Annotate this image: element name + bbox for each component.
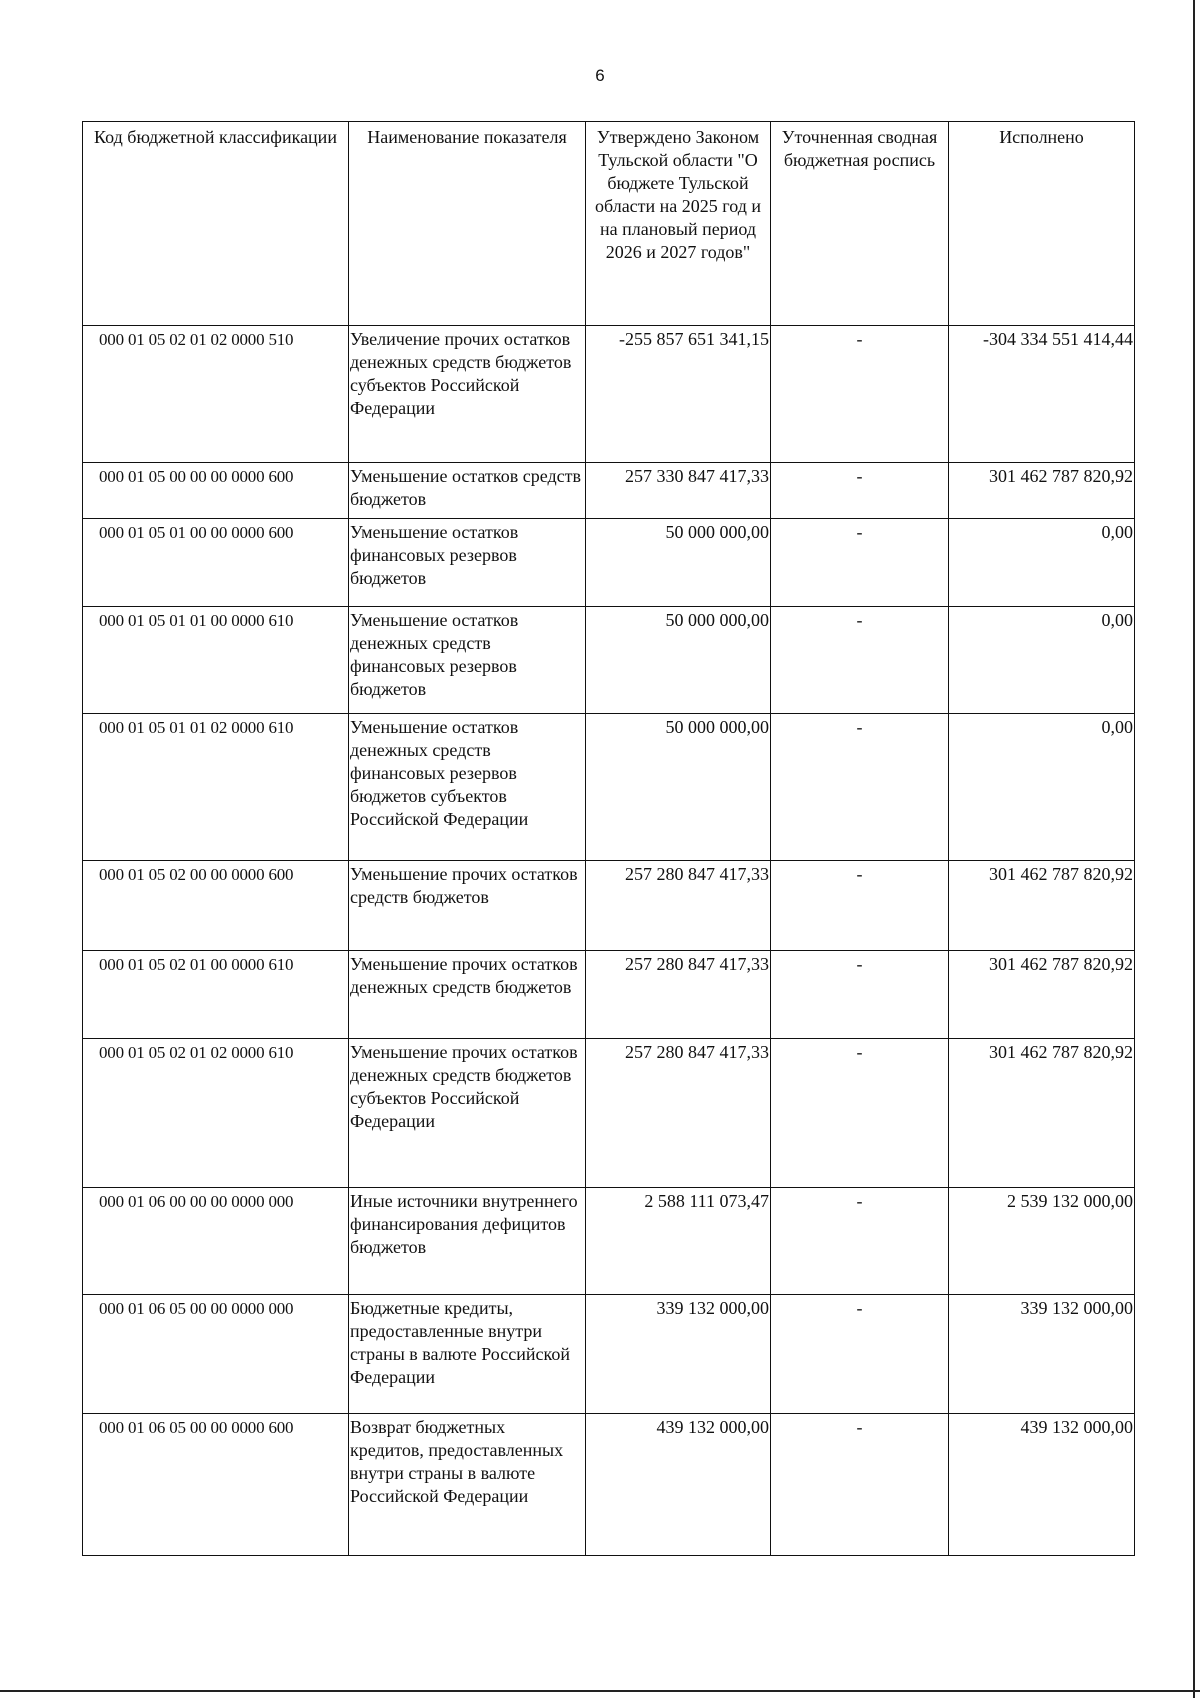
page-edge-right <box>1193 0 1195 1698</box>
page-number: 6 <box>595 66 605 85</box>
table-row <box>83 1295 1135 1414</box>
specified-cell: - <box>771 861 949 951</box>
name-cell: Уменьшение остатков денежных средств финансовых резервов бюджетов субъектов Российской Федерации <box>349 714 586 861</box>
name-cell: Увеличение прочих остатков денежных средств бюджетов субъектов Российской Федерации <box>349 326 586 463</box>
specified-cell: - <box>771 1414 949 1556</box>
code-cell: 000 01 05 01 00 00 0000 600 <box>83 519 349 607</box>
specified-cell: - <box>771 1295 949 1414</box>
code-cell: 000 01 05 02 01 02 0000 610 <box>83 1039 349 1188</box>
specified-cell: - <box>771 1188 949 1295</box>
executed-cell: 2 539 132 000,00 <box>949 1188 1135 1295</box>
specified-cell: - <box>771 951 949 1039</box>
approved-cell: 439 132 000,00 <box>586 1414 771 1556</box>
name-cell: Возврат бюджетных кредитов, предоставленных внутри страны в валюте Российской Федерации <box>349 1414 586 1556</box>
executed-cell: 439 132 000,00 <box>949 1414 1135 1556</box>
code-cell: 000 01 05 02 01 00 0000 610 <box>83 951 349 1039</box>
approved-cell: 50 000 000,00 <box>586 519 771 607</box>
approved-cell: 50 000 000,00 <box>586 607 771 714</box>
code-cell: 000 01 06 05 00 00 0000 600 <box>83 1414 349 1556</box>
code-cell: 000 01 05 01 01 00 0000 610 <box>83 607 349 714</box>
name-cell: Уменьшение остатков финансовых резервов бюджетов <box>349 519 586 607</box>
table-row <box>83 951 1135 1039</box>
approved-cell: 2 588 111 073,47 <box>586 1188 771 1295</box>
approved-cell: 50 000 000,00 <box>586 714 771 861</box>
specified-cell: - <box>771 607 949 714</box>
specified-cell: - <box>771 326 949 463</box>
executed-cell: 339 132 000,00 <box>949 1295 1135 1414</box>
executed-cell: 301 462 787 820,92 <box>949 861 1135 951</box>
approved-cell: 257 280 847 417,33 <box>586 1039 771 1188</box>
table-row <box>83 861 1135 951</box>
code-cell: 000 01 05 00 00 00 0000 600 <box>83 463 349 519</box>
table-row <box>83 463 1135 519</box>
code-cell: 000 01 05 02 00 00 0000 600 <box>83 861 349 951</box>
header-executed: Исполнено <box>949 122 1135 326</box>
table-row <box>83 607 1135 714</box>
executed-cell: 301 462 787 820,92 <box>949 463 1135 519</box>
executed-cell: 301 462 787 820,92 <box>949 1039 1135 1188</box>
code-cell: 000 01 06 00 00 00 0000 000 <box>83 1188 349 1295</box>
name-cell: Уменьшение прочих остатков денежных средств бюджетов субъектов Российской Федерации <box>349 1039 586 1188</box>
executed-cell: 0,00 <box>949 519 1135 607</box>
name-cell: Бюджетные кредиты, предоставленные внутри страны в валюте Российской Федерации <box>349 1295 586 1414</box>
table-header-row <box>83 122 1135 326</box>
table-row <box>83 1039 1135 1188</box>
executed-cell: 0,00 <box>949 714 1135 861</box>
header-code: Код бюджетной классификации <box>83 122 349 326</box>
approved-cell: -255 857 651 341,15 <box>586 326 771 463</box>
table-row <box>83 519 1135 607</box>
table-row <box>83 1414 1135 1556</box>
name-cell: Уменьшение остатков средств бюджетов <box>349 463 586 519</box>
executed-cell: 301 462 787 820,92 <box>949 951 1135 1039</box>
code-cell: 000 01 05 01 01 02 0000 610 <box>83 714 349 861</box>
page-edge-bottom <box>0 1690 1200 1692</box>
budget-table <box>82 121 1135 1556</box>
name-cell: Иные источники внутреннего финансирования дефицитов бюджетов <box>349 1188 586 1295</box>
table-row <box>83 1188 1135 1295</box>
header-specified: Уточненная сводная бюджетная роспись <box>771 122 949 326</box>
approved-cell: 257 280 847 417,33 <box>586 861 771 951</box>
specified-cell: - <box>771 714 949 861</box>
specified-cell: - <box>771 1039 949 1188</box>
approved-cell: 339 132 000,00 <box>586 1295 771 1414</box>
approved-cell: 257 330 847 417,33 <box>586 463 771 519</box>
executed-cell: -304 334 551 414,44 <box>949 326 1135 463</box>
name-cell: Уменьшение прочих остатков денежных средств бюджетов <box>349 951 586 1039</box>
specified-cell: - <box>771 463 949 519</box>
name-cell: Уменьшение остатков денежных средств финансовых резервов бюджетов <box>349 607 586 714</box>
table-row <box>83 714 1135 861</box>
executed-cell: 0,00 <box>949 607 1135 714</box>
specified-cell: - <box>771 519 949 607</box>
header-name: Наименование показателя <box>349 122 586 326</box>
header-approved: Утверждено Законом Тульской области "О бюджете Тульской области на 2025 год и на плановый период 2026 и 2027 годов" <box>586 122 771 326</box>
code-cell: 000 01 06 05 00 00 0000 000 <box>83 1295 349 1414</box>
approved-cell: 257 280 847 417,33 <box>586 951 771 1039</box>
name-cell: Уменьшение прочих остатков средств бюджетов <box>349 861 586 951</box>
table-row <box>83 326 1135 463</box>
code-cell: 000 01 05 02 01 02 0000 510 <box>83 326 349 463</box>
